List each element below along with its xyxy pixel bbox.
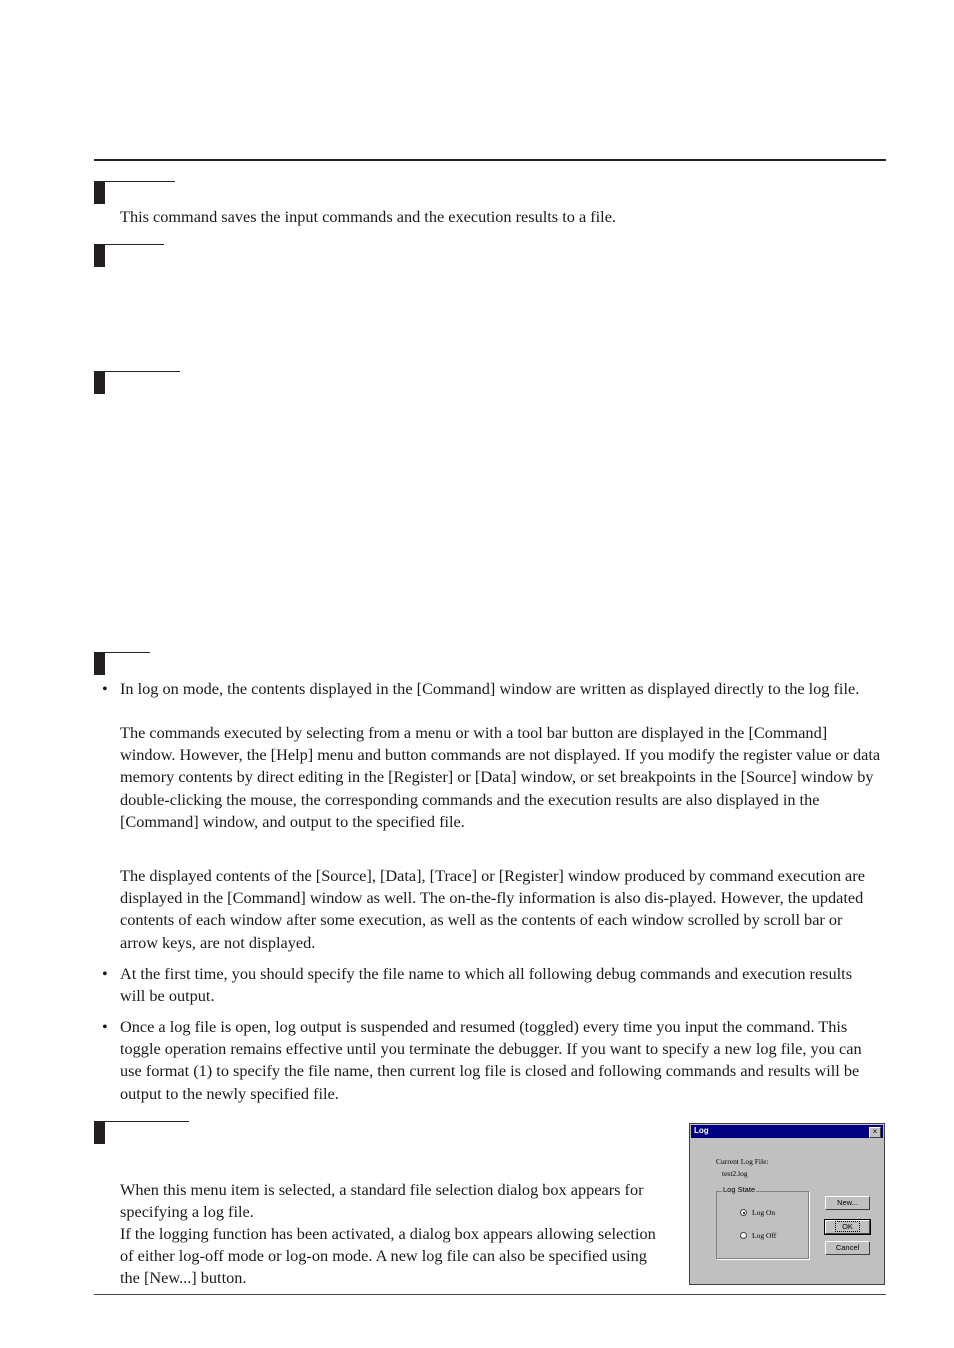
section-marker-format: [94, 245, 105, 267]
section-marker-notes: [94, 653, 105, 675]
section-rule-gui: [94, 1121, 189, 1122]
dialog-title: Log: [694, 1126, 709, 1135]
section-marker-examples: [94, 372, 105, 394]
log-state-label: Log State: [723, 1185, 756, 1194]
top-rule: [94, 159, 886, 161]
ok-button-label: OK: [835, 1221, 860, 1232]
section-rule-examples: [94, 371, 180, 372]
function-text: This command saves the input commands and the execution results to a file.: [120, 207, 617, 226]
current-log-file: test2.log: [722, 1169, 748, 1178]
note-2: At the first time, you should specify the file name to which all following debug commands and execution results will be output.: [120, 964, 853, 1006]
note-1-paragraph-3: The displayed contents of the [Source], [Data], [Trace] or [Register] window produced by command execution are displayed in the [Command] window as well. The on-the-fly information is also dis-played. However, the updated contents of each window after some execution, as well as the contents of each window scrolled by scroll bar or arrow keys, are not displayed.: [120, 866, 865, 952]
gui-text-2: If the logging function has been activated, a dialog box appears allowing selection of either log-off mode or log-on mode. A new log file can also be specified using the [New...] button.: [120, 1224, 656, 1288]
note-1-paragraph-2: The commands executed by selecting from a menu or with a tool bar button are displayed in the [Command] window. However, the [Help] menu and button commands are not displayed. If you modify the register value or data memory contents by direct editing in the [Register] or [Data] window, or set breakpoints in the [Source] window by double-clicking the mouse, the corresponding commands and the execution results are also displayed in the [Command] window, and output to the specified file.: [120, 723, 881, 831]
log-off-radio[interactable]: [740, 1232, 747, 1239]
log-on-radio[interactable]: [740, 1209, 747, 1216]
cancel-button[interactable]: Cancel: [825, 1241, 870, 1255]
current-log-label: Current Log File:: [716, 1157, 769, 1166]
bullet-2: •: [102, 964, 108, 983]
section-rule-format: [94, 244, 164, 245]
new-button[interactable]: New...: [825, 1196, 870, 1210]
ok-button[interactable]: [825, 1220, 870, 1234]
log-on-label[interactable]: Log On: [752, 1208, 776, 1217]
section-rule-function: [94, 181, 175, 182]
dialog-title-bar: [691, 1125, 883, 1138]
section-marker-function: [94, 182, 105, 204]
section-marker-gui: [94, 1122, 105, 1144]
bullet-1: •: [102, 679, 108, 698]
gui-text-1: When this menu item is selected, a standard file selection dialog box appears for specifying a log file.: [120, 1180, 644, 1222]
bullet-3: •: [102, 1017, 108, 1036]
log-off-label[interactable]: Log Off: [752, 1231, 777, 1240]
close-icon[interactable]: ×: [869, 1127, 881, 1138]
section-rule-notes: [94, 652, 150, 653]
note-1-paragraph-1: In log on mode, the contents displayed in the [Command] window are written as displayed directly to the log file.: [120, 679, 860, 698]
bottom-rule: [94, 1294, 886, 1295]
note-3: Once a log file is open, log output is suspended and resumed (toggled) every time you input the command. This toggle operation remains effective until you terminate the debugger. If you want to specify a new log file, you can use format (1) to specify the file name, then current log file is closed and following commands and results will be output to the newly specified file.: [120, 1017, 862, 1103]
log-state-group: [716, 1191, 809, 1259]
